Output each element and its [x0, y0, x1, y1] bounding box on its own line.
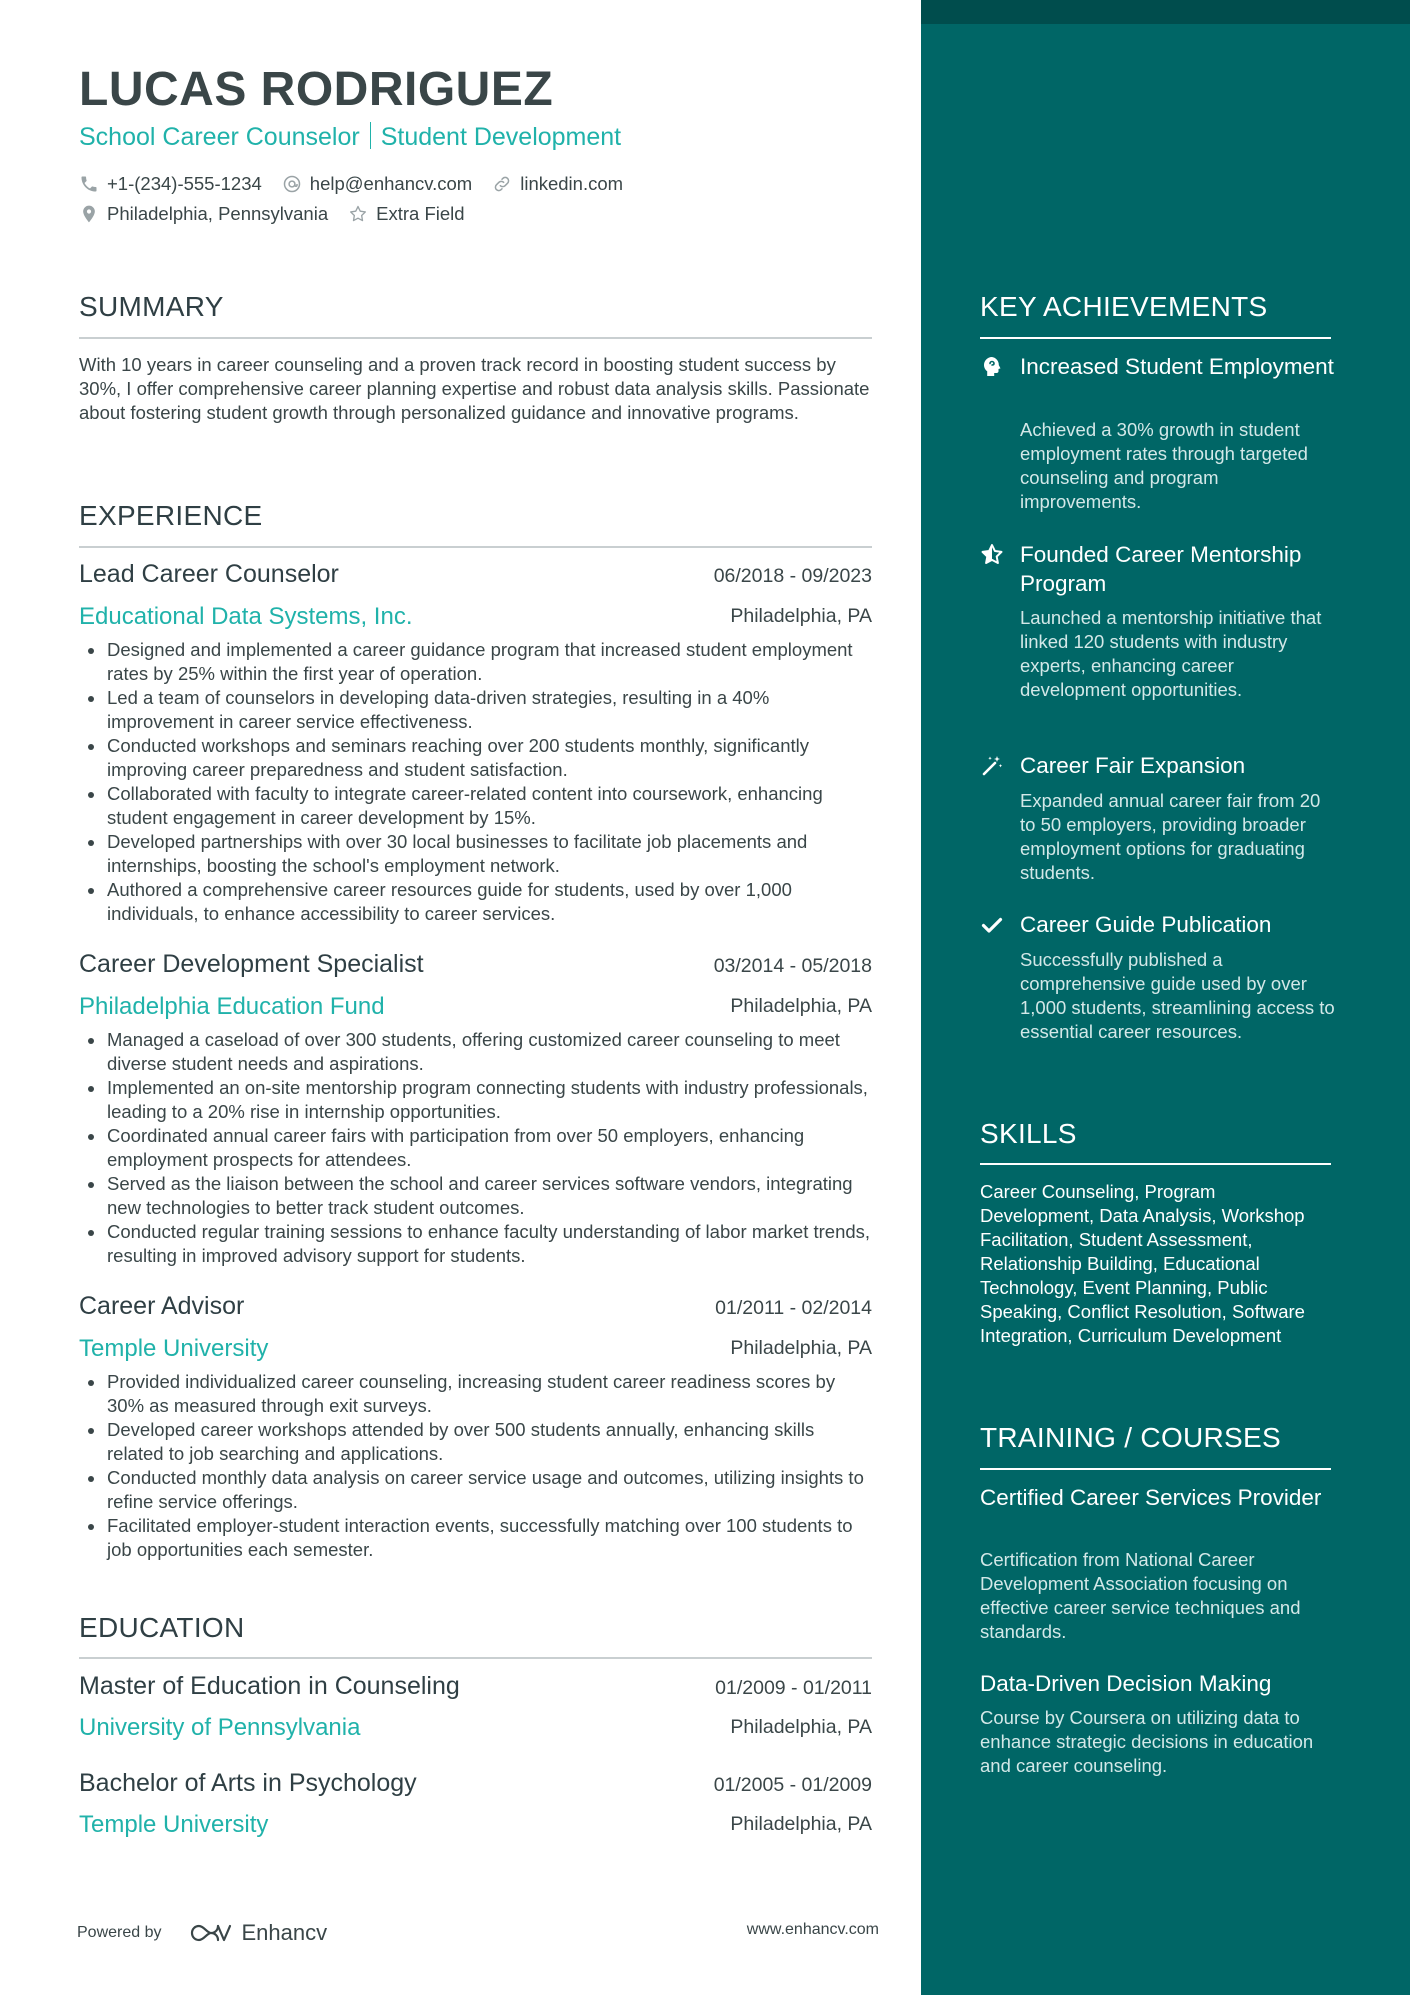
contact-row-1 — [79, 173, 643, 195]
job-title: Career Advisor — [79, 1292, 245, 1320]
star-icon — [980, 543, 1004, 567]
courses-rule — [980, 1468, 1331, 1470]
enhancv-logo-icon — [188, 1921, 234, 1945]
job-bullets — [79, 1370, 872, 1562]
school-location: Philadelphia, PA — [730, 1813, 872, 1835]
job-dates: 01/2011 - 02/2014 — [715, 1297, 872, 1319]
degree-title: Master of Education in Counseling — [79, 1672, 460, 1700]
phone-icon — [79, 174, 99, 194]
title-right: Student Development — [380, 123, 622, 151]
course-title: Certified Career Services Provider — [980, 1485, 1322, 1510]
school-location: Philadelphia, PA — [730, 1716, 872, 1738]
achievement-title: Career Fair Expansion — [1020, 753, 1246, 778]
footer-powered — [77, 1920, 327, 1946]
achievement-desc: Expanded annual career fair from 20 to 50 employers, providing broader employment options for graduating students. — [1020, 790, 1321, 883]
footer-website[interactable]: www.enhancv.com — [746, 1921, 879, 1938]
list-item: Authored a comprehensive career resources guide for students, used by over 1,000 individuals, to enhance accessibility to career services. — [79, 878, 872, 926]
list-item: Implemented an on-site mentorship program connecting students with industry professionals, leading to a 20% rise in internship opportunities. — [79, 1076, 872, 1124]
list-item: Served as the liaison between the school and career services software vendors, integrating new technologies to better track student outcomes. — [79, 1172, 872, 1220]
experience-heading: EXPERIENCE — [79, 500, 263, 531]
link-icon — [492, 174, 512, 194]
phone-text: +1-(234)-555-1234 — [107, 173, 262, 194]
degree-dates: 01/2005 - 01/2009 — [713, 1774, 872, 1796]
enhancv-logo[interactable] — [188, 1920, 328, 1946]
school-name: University of Pennsylvania — [79, 1714, 361, 1741]
magic-wand-icon — [980, 754, 1004, 778]
job-title: Lead Career Counselor — [79, 560, 339, 588]
courses-heading: TRAINING / COURSES — [980, 1422, 1281, 1453]
list-item: Collaborated with faculty to integrate career-related content into coursework, enhancing student engagement in career development by 15%. — [79, 782, 872, 830]
list-item: Conducted workshops and seminars reaching over 200 students monthly, significantly improving career preparedness and student satisfaction. — [79, 734, 872, 782]
brain-icon — [980, 355, 1004, 379]
star-outline-icon — [348, 204, 368, 224]
contact-extra — [348, 203, 464, 225]
contact-email[interactable] — [282, 173, 472, 195]
list-item: Led a team of counselors in developing data-driven strategies, resulting in a 40% improvement in career service effectiveness. — [79, 686, 872, 734]
summary-text: With 10 years in career counseling and a proven track record in boosting student success by 30%, I offer comprehensive career planning expertise and robust data analysis skills. Passionate about fostering student growth through personalized guidance and innovative programs. — [79, 354, 870, 423]
list-item: Developed career workshops attended by over 500 students annually, enhancing skills related to job searching and applications. — [79, 1418, 872, 1466]
contact-phone[interactable] — [79, 173, 262, 195]
achievements-heading: KEY ACHIEVEMENTS — [980, 291, 1268, 322]
candidate-name: LUCAS RODRIGUEZ — [79, 63, 554, 116]
achievements-rule — [980, 337, 1331, 339]
education-heading: EDUCATION — [79, 1612, 245, 1643]
job-title: Career Development Specialist — [79, 950, 424, 978]
contact-row-2 — [79, 203, 485, 225]
summary-rule — [79, 337, 872, 339]
list-item: Developed partnerships with over 30 local businesses to facilitate job placements and internships, boosting the school's employment network. — [79, 830, 872, 878]
list-item: Provided individualized career counseling, increasing student career readiness scores by 30% as measured through exit surveys. — [79, 1370, 872, 1418]
course-desc: Course by Coursera on utilizing data to enhance strategic decisions in education and career counseling. — [980, 1707, 1314, 1776]
course-desc: Certification from National Career Development Association focusing on effective career service techniques and standards. — [980, 1549, 1301, 1642]
email-text: help@enhancv.com — [309, 173, 473, 194]
list-item: Conducted regular training sessions to enhance faculty understanding of labor market trends, resulting in improved advisory support for students. — [79, 1220, 872, 1268]
job-dates: 06/2018 - 09/2023 — [713, 565, 872, 587]
contact-location — [79, 203, 328, 225]
list-item: Designed and implemented a career guidance program that increased student employment rates by 25% within the first year of operation. — [79, 638, 872, 686]
sidebar-top-band — [921, 0, 1410, 24]
at-icon — [282, 174, 302, 194]
candidate-title — [79, 122, 621, 152]
list-item: Conducted monthly data analysis on career service usage and outcomes, utilizing insights to refine service offerings. — [79, 1466, 872, 1514]
brand-text: Enhancv — [241, 1920, 328, 1945]
location-text: Philadelphia, Pennsylvania — [107, 203, 329, 224]
skills-rule — [980, 1163, 1331, 1165]
job-location: Philadelphia, PA — [730, 605, 872, 627]
location-pin-icon — [79, 204, 99, 224]
linkedin-text: linkedin.com — [520, 173, 624, 194]
skills-text: Career Counseling, Program Development, Data Analysis, Workshop Facilitation, Student Assessment, Relationship Building, Educational Technology, Event Planning, Public Speaking, Conflict Resolution, Software Integration, Curriculum Development — [980, 1181, 1305, 1346]
job-dates: 03/2014 - 05/2018 — [713, 955, 872, 977]
job-location: Philadelphia, PA — [730, 1337, 872, 1359]
job-organization: Temple University — [79, 1335, 269, 1362]
degree-dates: 01/2009 - 01/2011 — [715, 1677, 872, 1699]
list-item: Coordinated annual career fairs with participation from over 50 employers, enhancing employment prospects for attendees. — [79, 1124, 872, 1172]
powered-by-text: Powered by — [77, 1924, 162, 1941]
course-title: Data-Driven Decision Making — [980, 1671, 1272, 1696]
title-separator — [370, 122, 371, 149]
experience-rule — [79, 546, 872, 548]
title-left: School Career Counselor — [79, 123, 360, 151]
education-rule — [79, 1657, 872, 1659]
skills-heading: SKILLS — [980, 1118, 1077, 1149]
summary-heading: SUMMARY — [79, 291, 224, 322]
job-location: Philadelphia, PA — [730, 995, 872, 1017]
extra-text: Extra Field — [376, 203, 465, 224]
achievement-title: Career Guide Publication — [1020, 912, 1272, 937]
achievement-title: Founded Career Mentorship Program — [1020, 542, 1302, 596]
job-bullets — [79, 638, 872, 926]
job-bullets — [79, 1028, 872, 1268]
checkmark-icon — [980, 913, 1004, 937]
achievement-desc: Successfully published a comprehensive guide used by over 1,000 students, streamlining access to essential career resources. — [1020, 949, 1335, 1042]
school-name: Temple University — [79, 1811, 269, 1838]
degree-title: Bachelor of Arts in Psychology — [79, 1769, 417, 1797]
achievement-desc: Launched a mentorship initiative that linked 120 students with industry experts, enhancing career development opportunities. — [1020, 607, 1322, 700]
list-item: Facilitated employer-student interaction events, successfully matching over 100 students to job opportunities each semester. — [79, 1514, 872, 1562]
achievement-desc: Achieved a 30% growth in student employment rates through targeted counseling and program improvements. — [1020, 419, 1308, 512]
achievement-title: Increased Student Employment — [1020, 354, 1334, 379]
list-item: Managed a caseload of over 300 students, offering customized career counseling to meet diverse student needs and aspirations. — [79, 1028, 872, 1076]
job-organization: Educational Data Systems, Inc. — [79, 603, 413, 630]
contact-linkedin[interactable] — [492, 173, 623, 195]
job-organization: Philadelphia Education Fund — [79, 993, 385, 1020]
